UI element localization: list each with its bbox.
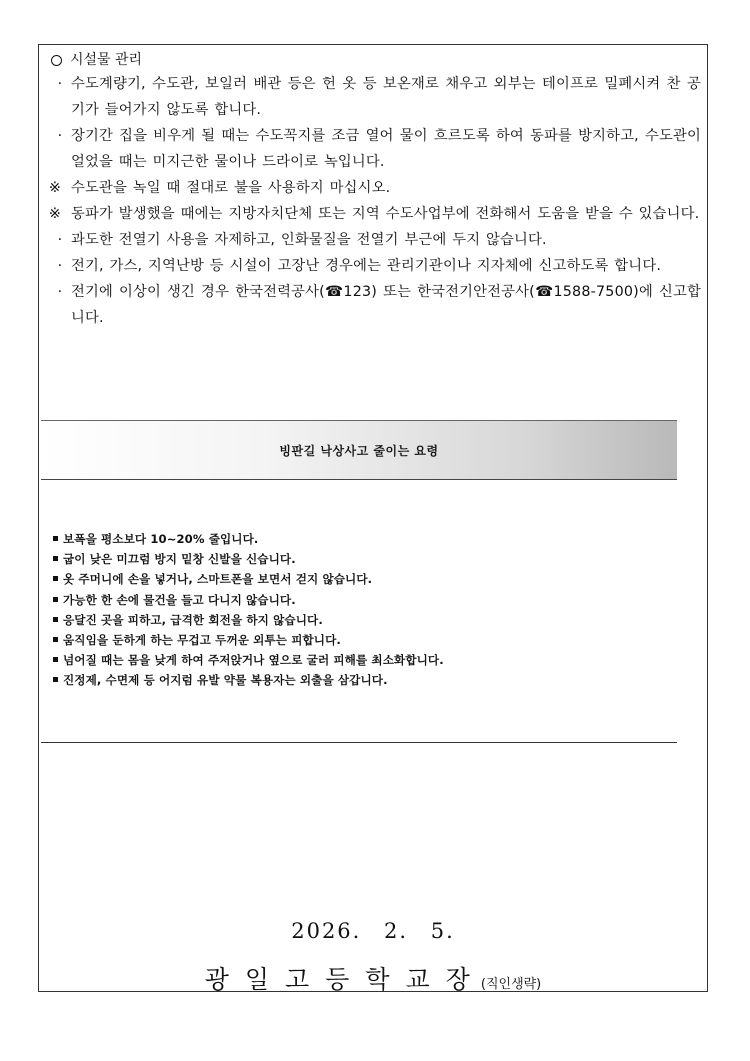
note-mark-icon: ※ — [48, 180, 62, 196]
fall-prevention-banner — [41, 420, 677, 480]
facility-item-text: 전기에 이상이 생긴 경우 한국전력공사(☎123) 또는 한국전기안전공사(☎1588-7500)에 신고합니다. — [71, 284, 701, 326]
notice-frame — [38, 44, 708, 992]
circle-bullet-icon — [51, 55, 62, 66]
tip-item — [47, 610, 444, 630]
bullet-dot-icon: · — [57, 128, 63, 144]
banner-title: 빙판길 낙상사고 줄이는 요령 — [279, 443, 439, 458]
tip-text: 움직임을 둔하게 하는 무겁고 두꺼운 외투는 피합니다. — [63, 633, 341, 648]
bullet-dot-icon: · — [57, 232, 63, 248]
facility-item-text: 과도한 전열기 사용을 자제하고, 인화물질을 전열기 부근에 두지 않습니다. — [71, 232, 547, 248]
facility-item — [47, 253, 701, 279]
square-bullet-icon — [53, 637, 58, 642]
facility-item-text: 동파가 발생했을 때에는 지방자치단체 또는 지역 수도사업부에 전화해서 도움을 받을 수 있습니다. — [71, 206, 700, 222]
facility-heading — [47, 49, 701, 71]
facility-item-list — [47, 71, 701, 331]
facility-item — [47, 71, 701, 123]
facility-section — [47, 49, 701, 331]
tip-text: 가능한 한 손에 물건을 들고 다니지 않습니다. — [63, 592, 296, 607]
seal-omitted-note: (직인생략) — [480, 977, 542, 992]
tip-text: 굽이 낮은 미끄럼 방지 밑창 신발을 신습니다. — [63, 552, 296, 567]
tip-item — [47, 529, 444, 549]
principal-signature: 광일고등학교장 — [204, 965, 486, 994]
square-bullet-icon — [53, 597, 58, 602]
bullet-dot-icon: · — [57, 76, 63, 92]
bullet-dot-icon: · — [57, 258, 63, 274]
bullet-dot-icon: · — [57, 284, 63, 300]
issue-date: 2026. 2. 5. — [291, 919, 455, 943]
facility-item-text: 수도계량기, 수도관, 보일러 배관 등은 헌 옷 등 보온재로 채우고 외부는 테이프로 밀폐시켜 찬 공기가 들어가지 않도록 합니다. — [71, 76, 701, 118]
tip-item — [47, 590, 444, 610]
facility-item-text: 전기, 가스, 지역난방 등 시설이 고장난 경우에는 관리기관이나 지자체에 신고하도록 합니다. — [71, 258, 662, 274]
note-item — [47, 175, 701, 201]
note-item — [47, 201, 701, 227]
square-bullet-icon — [53, 617, 58, 622]
square-bullet-icon — [53, 536, 58, 541]
tip-item — [47, 650, 444, 670]
facility-item-text: 수도관을 녹일 때 절대로 불을 사용하지 마십시오. — [71, 180, 391, 196]
tip-text: 진정제, 수면제 등 어지럼 유발 약물 복용자는 외출을 삼갑니다. — [63, 673, 388, 688]
facility-item — [47, 123, 701, 175]
note-mark-icon: ※ — [48, 206, 62, 222]
tip-item — [47, 670, 444, 690]
tip-item — [47, 569, 444, 589]
square-bullet-icon — [53, 677, 58, 682]
divider-line — [41, 742, 677, 743]
facility-item — [47, 279, 701, 331]
tip-text: 보폭을 평소보다 10~20% 줄입니다. — [63, 532, 259, 546]
tip-text: 옷 주머니에 손을 넣거나, 스마트폰을 보면서 걷지 않습니다. — [63, 572, 373, 587]
facility-item-text: 장기간 집을 비우게 될 때는 수도꼭지를 조금 열어 물이 흐르도록 하여 동파를 방지하고, 수도관이 얼었을 때는 미지근한 물이나 드라이로 녹입니다. — [71, 128, 701, 170]
fall-prevention-tips — [47, 529, 444, 691]
square-bullet-icon — [53, 556, 58, 561]
tip-text: 응달진 곳을 피하고, 급격한 회전을 하지 않습니다. — [63, 612, 323, 627]
facility-item — [47, 227, 701, 253]
tip-text: 넘어질 때는 몸을 낮게 하여 주저앉거나 옆으로 굴러 피해를 최소화합니다. — [63, 653, 444, 668]
signature-block — [39, 960, 707, 996]
square-bullet-icon — [53, 657, 58, 662]
facility-heading-text: 시설물 관리 — [70, 52, 143, 68]
tip-item — [47, 630, 444, 650]
tip-item — [47, 549, 444, 569]
square-bullet-icon — [53, 576, 58, 581]
